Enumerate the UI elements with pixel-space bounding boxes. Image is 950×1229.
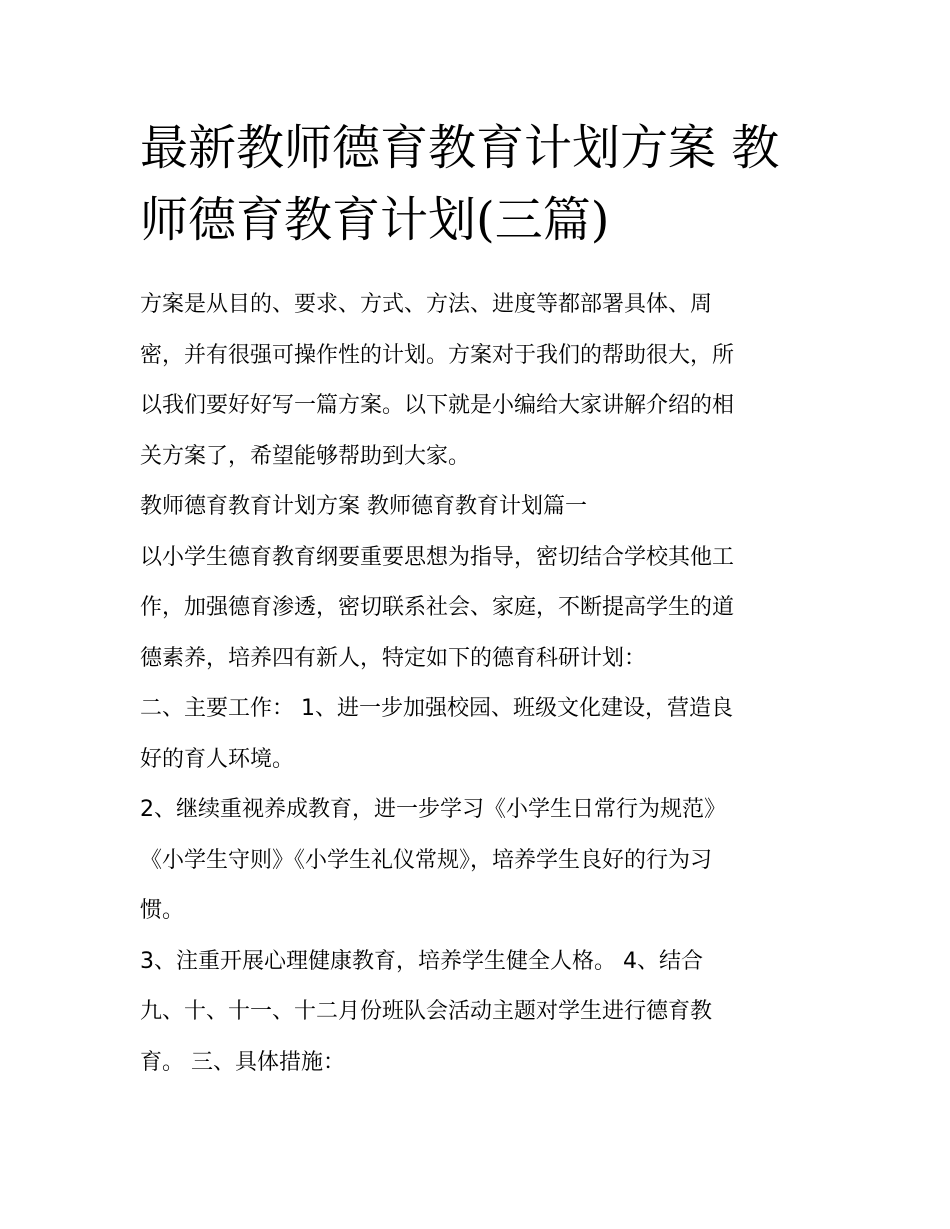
title-line-2: 师德育教育计划(三篇) — [140, 192, 610, 248]
paragraph-line-2: 作，加强德育渗透，密切联系社会、家庭，不断提高学生的道 — [140, 595, 735, 620]
paragraph-line-3: 德素养，培养四有新人，特定如下的德育科研计划： — [140, 645, 647, 671]
work-item-2-line-3: 惯。 — [140, 898, 185, 923]
title-line-1: 最新教师德育教育计划方案 教 — [140, 120, 780, 176]
section-heading-1: 教师德育教育计划方案 教师德育教育计划篇一 — [140, 494, 587, 519]
intro-line-1: 方案是从目的、要求、方式、方法、进度等都部署具体、周 — [140, 292, 713, 317]
work-item-2-line-1: 2、继续重视养成教育，进一步学习《小学生日常行为规范》 — [140, 797, 726, 822]
work-item-4-line-1: 九、十、十一、十二月份班队会活动主题对学生进行德育教 — [140, 999, 713, 1024]
work-item-4-line-2: 育。 三、具体措施： — [140, 1049, 345, 1075]
work-item-3-line-1: 3、注重开展心理健康教育，培养学生健全人格。 4、结合 — [140, 948, 703, 974]
work-item-1-line-1: 二、主要工作： 1、进一步加强校园、班级文化建设，营造良 — [140, 696, 733, 721]
intro-line-3: 以我们要好好写一篇方案。以下就是小编给大家讲解介绍的相 — [140, 393, 735, 418]
intro-line-2: 密，并有很强可操作性的计划。方案对于我们的帮助很大，所 — [140, 342, 735, 368]
document-body — [140, 280, 820, 1088]
work-item-2-line-2: 《小学生守则》《小学生礼仪常规》，培养学生良好的行为习 — [140, 847, 713, 873]
intro-line-4: 关方案了，希望能够帮助到大家。 — [140, 443, 471, 469]
paragraph-line-1: 以小学生德育教育纲要重要思想为指导，密切结合学校其他工 — [140, 544, 735, 570]
work-item-1-line-2: 好的育人环境。 — [140, 746, 295, 772]
document-title — [140, 112, 820, 256]
